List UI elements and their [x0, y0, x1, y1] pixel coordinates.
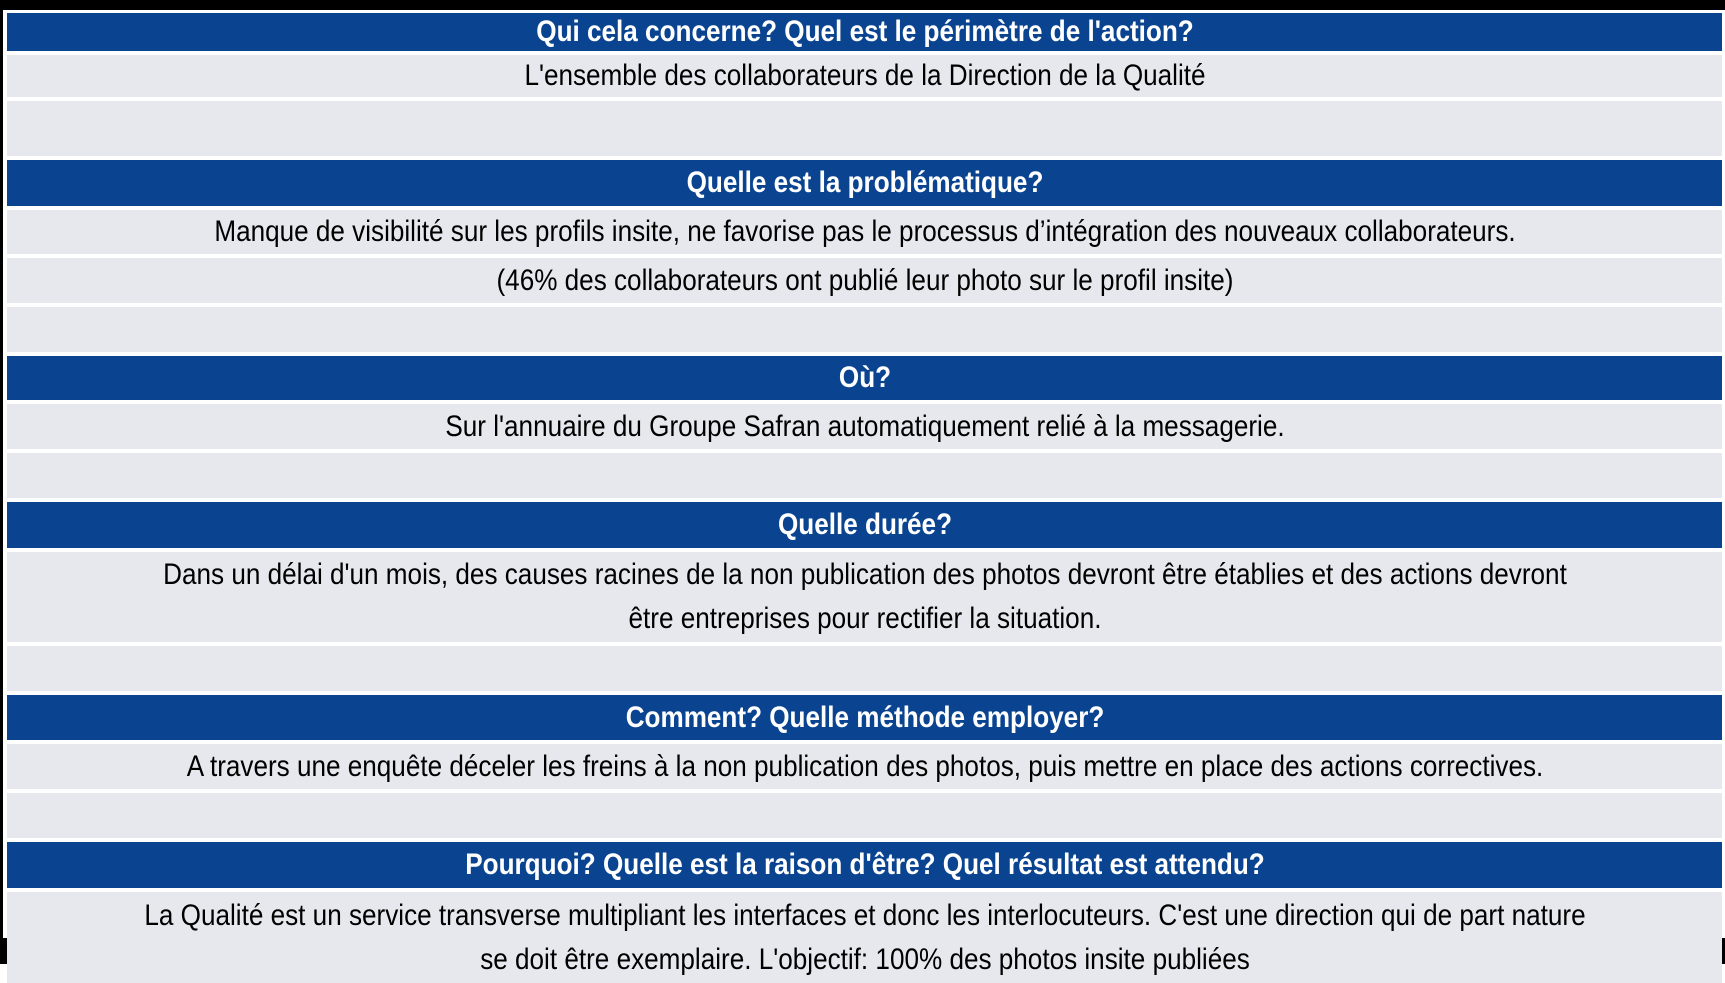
section-header-label: Comment? Quelle méthode employer?: [625, 700, 1104, 734]
spacer-row: [7, 793, 1722, 838]
section-header-comment: [7, 695, 1722, 740]
section-header-ou: [7, 356, 1722, 400]
answer-line: (46% des collaborateurs ont publié leur photo sur le profil insite): [495, 263, 1233, 297]
section-header-problematique: [7, 160, 1722, 206]
answer-line: L'ensemble des collaborateurs de la Direction de la Qualité: [523, 59, 1206, 92]
answer-line: Dans un délai d'un mois, des causes racines de la non publication des photos devront être établies et des actions devront: [162, 558, 1567, 591]
answer-line: Manque de visibilité sur les profils insite, ne favorise pas le processus d’intégration des nouveaux collaborateurs.: [213, 215, 1516, 248]
spacer-row: [7, 646, 1722, 691]
answer-text: [8, 553, 1722, 641]
answer-line: être entreprises pour rectifier la situation.: [628, 602, 1101, 635]
spacer-row: [7, 307, 1722, 352]
section-header-label: Quelle est la problématique?: [686, 166, 1043, 199]
spacer-row: [7, 453, 1722, 498]
answer-row-problematique-1: [7, 210, 1722, 254]
answer-text: [8, 894, 1722, 982]
answer-line: se doit être exemplaire. L'objectif: 100% des photos insite publiées: [479, 942, 1250, 976]
section-header-label: Où?: [838, 361, 891, 394]
answer-row-ou: [7, 404, 1722, 449]
section-header-label: Pourquoi? Quelle est la raison d'être? Quel résultat est attendu?: [464, 848, 1265, 881]
answer-row-comment: [7, 744, 1722, 789]
answer-line: La Qualité est un service transverse multipliant les interfaces et donc les interlocuteurs. C'est une direction qui de part nature: [143, 898, 1586, 932]
answer-line: Sur l'annuaire du Groupe Safran automatiquement relié à la messagerie.: [444, 409, 1285, 443]
qqoqcp-table: [3, 10, 1725, 976]
section-header-label: Quelle durée?: [777, 508, 952, 541]
section-header-duree: [7, 502, 1722, 548]
answer-row-duree: [7, 552, 1722, 642]
answer-row-qui: [7, 55, 1722, 97]
answer-row-pourquoi: [7, 892, 1722, 983]
answer-line: A travers une enquête déceler les freins à la non publication des photos, puis mettre en place des actions correctives.: [186, 749, 1543, 783]
section-header-pourquoi: [7, 842, 1722, 888]
answer-row-problematique-2: [7, 258, 1722, 303]
section-header-qui: [7, 13, 1722, 51]
section-header-label: Qui cela concerne? Quel est le périmètre de l'action?: [535, 15, 1194, 48]
spacer-row: [7, 101, 1722, 156]
